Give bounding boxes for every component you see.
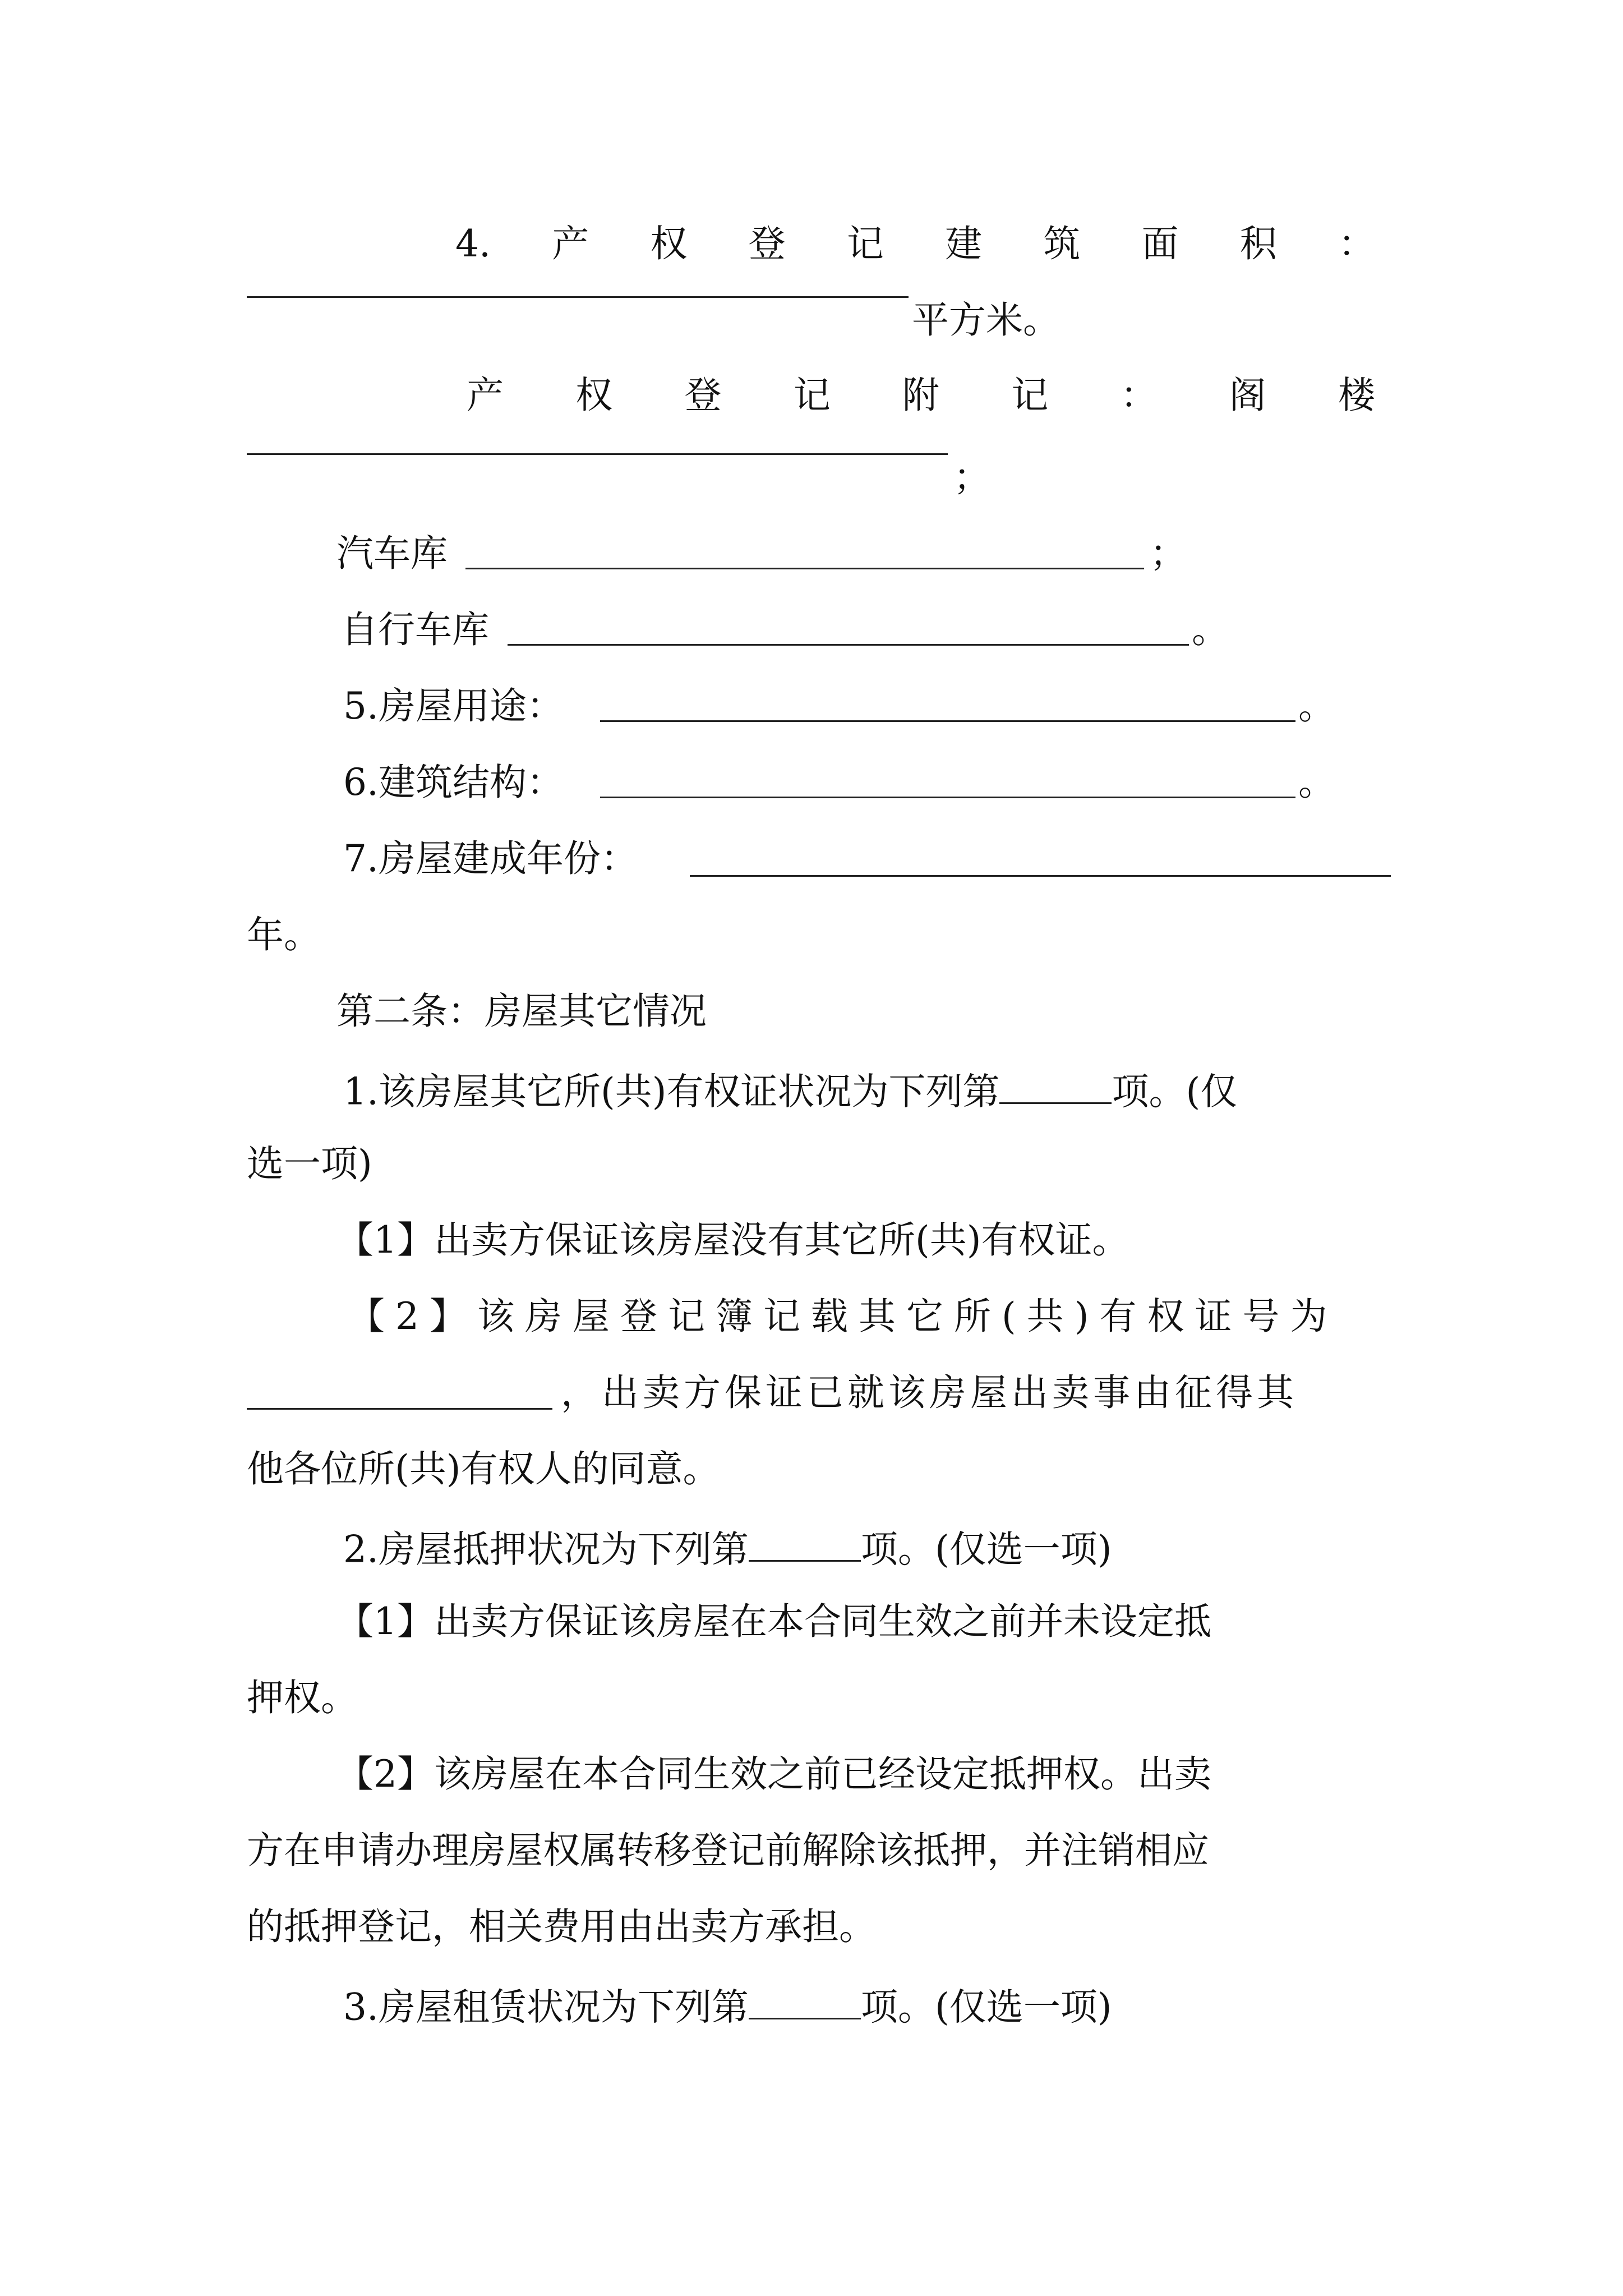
ownership-cert-note: 选一项) (247, 1142, 372, 1185)
mortgage-post: 项。(仅选一项) (860, 1527, 1112, 1571)
item-4-char-4: 记 (846, 222, 884, 265)
attic-suffix: ； (953, 455, 990, 499)
usage-suffix: 。 (1298, 684, 1335, 728)
ownership-cert-pre: 1.该房屋其它所(共)有权证状况为下列第 (343, 1070, 1000, 1114)
annotation-char-1: 权 (575, 374, 613, 417)
lease-post: 项。(仅选一项) (860, 1985, 1112, 2029)
bike-garage-blank[interactable] (508, 644, 1189, 646)
item-4-heading (455, 222, 1375, 265)
annotation-heading (467, 374, 1375, 417)
mortgage-pre: 2.房屋抵押状况为下列第 (343, 1527, 749, 1571)
attic-blank[interactable] (247, 453, 948, 455)
mortgage-option-2-end: 的抵押登记，相关费用由出卖方承担。 (247, 1905, 876, 1948)
item-4-char-7: 面 (1141, 222, 1179, 265)
garage-suffix: ； (1150, 532, 1187, 575)
lease-choice-blank[interactable] (749, 1985, 861, 2019)
annotation-char-4: 附 (902, 374, 939, 417)
area-unit: 平方米。 (912, 298, 1060, 342)
lease-question (343, 1985, 1112, 2029)
item-4-char-5: 建 (945, 222, 983, 265)
annotation-char-3: 记 (793, 374, 831, 417)
mortgage-choice-blank[interactable] (749, 1527, 861, 1562)
mortgage-question (343, 1527, 1112, 1571)
usage-blank[interactable] (600, 720, 1295, 722)
item-4-char-0: 4. (455, 222, 491, 265)
structure-suffix: 。 (1298, 761, 1335, 804)
mortgage-option-2: 【2】该房屋在本合同生效之前已经设定抵押权。出卖 (336, 1752, 1211, 1796)
mortgage-option-1: 【1】出卖方保证该房屋在本合同生效之前并未设定抵 (336, 1600, 1211, 1643)
lease-pre: 3.房屋租赁状况为下列第 (343, 1985, 749, 2029)
mortgage-option-1-end: 押权。 (247, 1676, 358, 1719)
ownership-option-2-cont: ，出卖方保证已就该房屋出卖事由征得其 (561, 1371, 1298, 1414)
garage-label: 汽车库 (336, 532, 448, 575)
annotation-char-0: 产 (467, 374, 504, 417)
annotation-char-7: 阁 (1229, 374, 1266, 417)
structure-label: 6.建筑结构： (343, 761, 564, 804)
item-4-char-3: 登 (748, 222, 786, 265)
item-4-char-1: 产 (552, 222, 589, 265)
item-4-char-9: ： (1338, 222, 1375, 265)
item-4-char-8: 积 (1239, 222, 1277, 265)
item-4-char-6: 筑 (1043, 222, 1081, 265)
year-suffix: 年。 (247, 913, 321, 956)
bike-garage-label: 自行车库 (341, 608, 489, 651)
ownership-option-2: 【2】该房屋登记簿记载其它所(共)有权证号为 (348, 1295, 1338, 1338)
mortgage-option-2-cont: 方在申请办理房屋权属转移登记前解除该抵押，并注销相应 (247, 1829, 1209, 1872)
annotation-char-8: 楼 (1338, 374, 1375, 417)
ownership-cert-post: 项。(仅 (1112, 1070, 1238, 1114)
built-year-blank[interactable] (690, 875, 1391, 877)
annotation-char-6: ： (1120, 374, 1158, 417)
ownership-cert-question (343, 1069, 1238, 1114)
usage-label: 5.房屋用途： (343, 684, 564, 728)
article-2-heading: 第二条：房屋其它情况 (336, 990, 707, 1033)
garage-blank[interactable] (465, 568, 1144, 569)
built-year-label: 7.房屋建成年份： (343, 837, 638, 880)
structure-blank[interactable] (600, 797, 1295, 798)
cert-number-blank[interactable] (247, 1408, 552, 1410)
area-blank[interactable] (247, 296, 909, 298)
item-4-char-2: 权 (650, 222, 688, 265)
annotation-char-2: 登 (684, 374, 722, 417)
bike-garage-suffix: 。 (1192, 608, 1229, 651)
ownership-choice-blank[interactable] (999, 1069, 1112, 1104)
ownership-option-1: 【1】出卖方保证该房屋没有其它所(共)有权证。 (336, 1218, 1129, 1262)
annotation-char-5: 记 (1011, 374, 1049, 417)
ownership-option-2-end: 他各位所(共)有权人的同意。 (247, 1447, 720, 1490)
